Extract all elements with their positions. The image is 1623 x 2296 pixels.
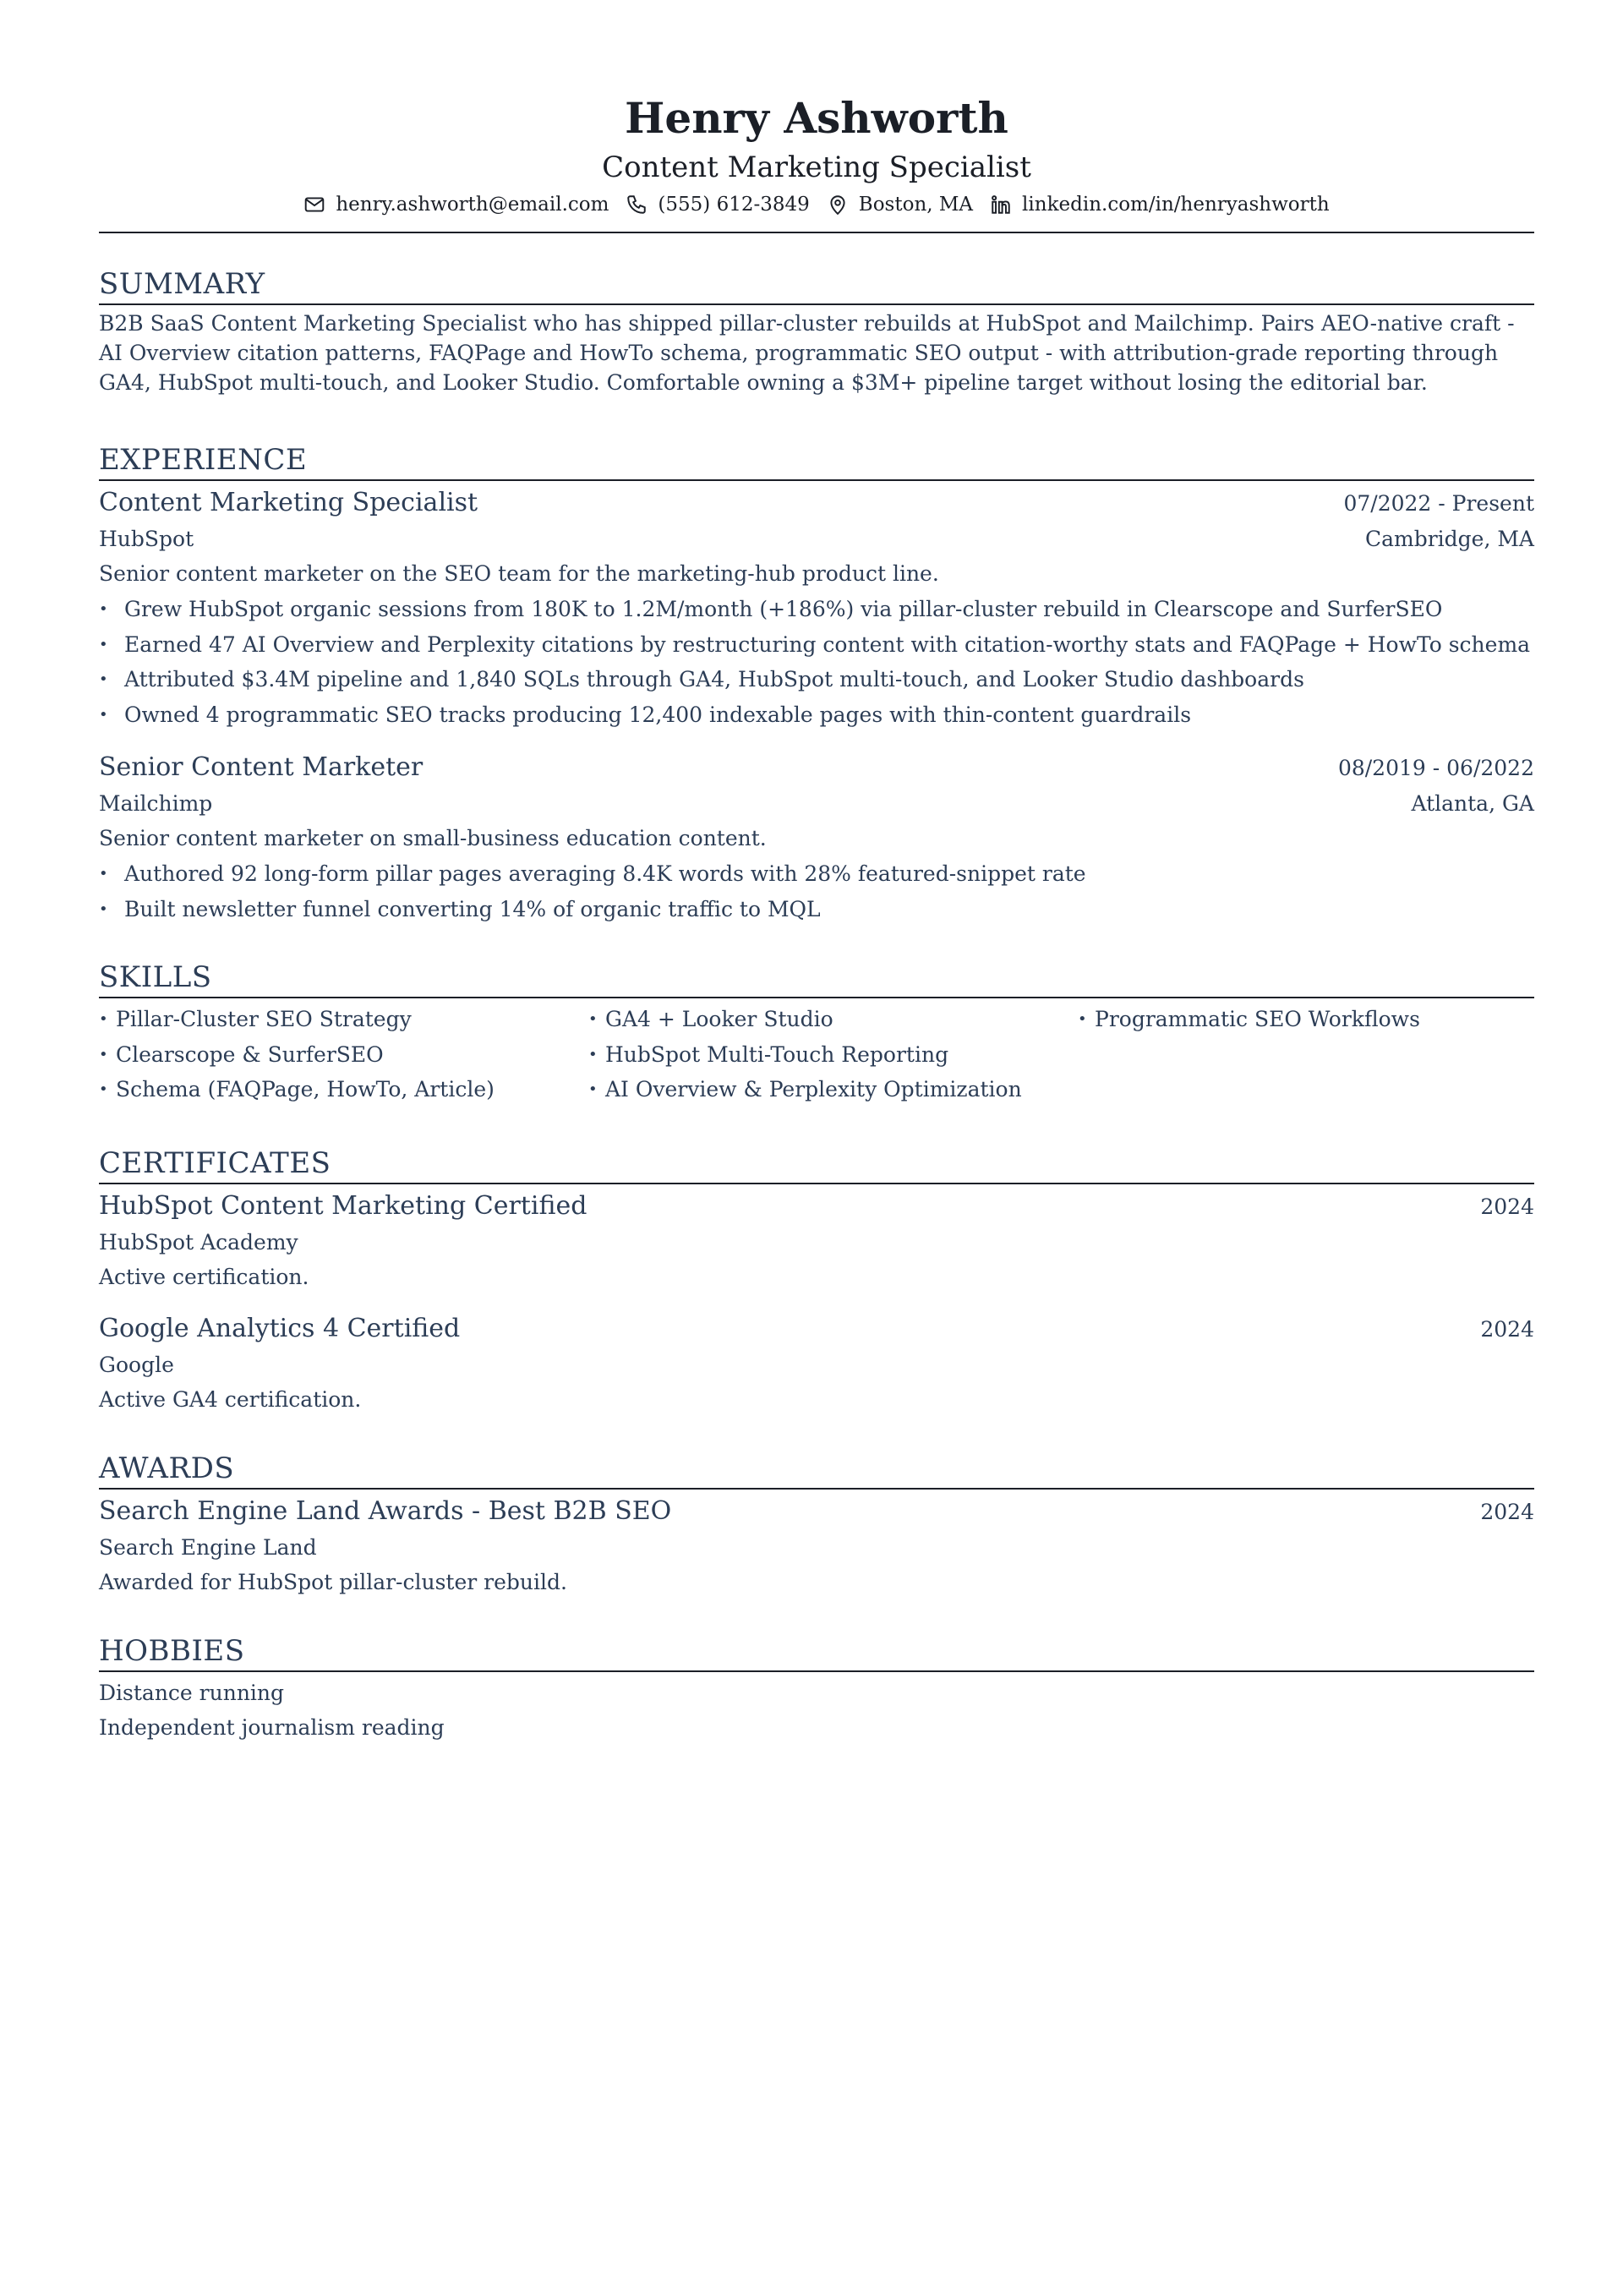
candidate-name: Henry Ashworth: [625, 93, 1008, 143]
award-issuer: Search Engine Land: [99, 1534, 317, 1560]
header-divider: [99, 232, 1534, 233]
certificate-description: Active GA4 certification.: [99, 1386, 362, 1412]
job-bullet: • Earned 47 AI Overview and Perplexity citations by restructuring content with citation-worthy stats and FAQPage + HowTo schema: [99, 627, 1534, 663]
skill-item: • GA4 + Looker Studio: [588, 1002, 1078, 1037]
experience-section: [99, 441, 1534, 927]
experience-heading: EXPERIENCE: [99, 441, 1534, 481]
certificate-title: Google Analytics 4 Certified: [99, 1313, 461, 1343]
skills-section: [99, 959, 1534, 1107]
skill-item: • AI Overview & Perplexity Optimization: [588, 1072, 1078, 1107]
contact-linkedin[interactable]: [990, 191, 1330, 218]
job-bullets: [99, 592, 1534, 732]
skills-heading: SKILLS: [99, 959, 1534, 998]
linkedin-icon: [990, 194, 1012, 216]
contact-location: [827, 191, 973, 218]
resume-page: [99, 91, 1534, 1746]
awards-heading: AWARDS: [99, 1450, 1534, 1490]
hobbies-heading: HOBBIES: [99, 1632, 1534, 1672]
job-title: Content Marketing Specialist: [99, 488, 478, 517]
summary-text: B2B SaaS Content Marketing Specialist who has shipped pillar-cluster rebuilds at HubSpot and Mailchimp. Pairs AEO-native craft - AI Overview citation patterns, FAQPage and HowTo schema, programmatic SEO output - with attribution-grade reporting through GA4, HubSpot multi-touch, and Looker Studio. Comfortable owning a $3M+ pipeline target without losing the editorial bar.: [99, 311, 1515, 395]
job-dates: 07/2022 - Present: [1343, 491, 1534, 516]
award-entry: [99, 1493, 1534, 1600]
certificates-section: [99, 1145, 1534, 1418]
experience-entry: [99, 484, 1534, 732]
location-text: Boston, MA: [858, 194, 974, 216]
certificate-title: HubSpot Content Marketing Certified: [99, 1190, 587, 1221]
skill-item: • Programmatic SEO Workflows: [1078, 1002, 1534, 1037]
job-bullet: • Authored 92 long-form pillar pages averaging 8.4K words with 28% featured-snippet rate: [99, 856, 1534, 892]
contact-phone[interactable]: [626, 191, 809, 218]
certificate-year: 2024: [1480, 1316, 1534, 1342]
summary-heading: SUMMARY: [99, 265, 1534, 305]
certificate-issuer: HubSpot Academy: [99, 1229, 298, 1255]
resume-header: [99, 91, 1534, 233]
skills-grid: [99, 1002, 1534, 1107]
job-title: Senior Content Marketer: [99, 752, 424, 782]
job-bullet: • Grew HubSpot organic sessions from 180K to 1.2M/month (+186%) via pillar-cluster rebuild in Clearscope and SurferSEO: [99, 592, 1534, 627]
job-description: Senior content marketer on the SEO team for the marketing-hub product line.: [99, 561, 939, 586]
hobby-item: Distance running: [99, 1680, 285, 1705]
job-bullet: • Built newsletter funnel converting 14% of organic traffic to MQL: [99, 892, 1534, 927]
job-company: HubSpot: [99, 527, 194, 551]
certificates-heading: CERTIFICATES: [99, 1145, 1534, 1184]
skill-empty-cell: [1078, 1037, 1534, 1073]
skill-empty-cell: [1078, 1072, 1534, 1107]
location-pin-icon: [827, 194, 849, 216]
job-location: Atlanta, GA: [1411, 791, 1534, 816]
award-title: Search Engine Land Awards - Best B2B SEO: [99, 1495, 672, 1526]
award-description: Awarded for HubSpot pillar-cluster rebuild.: [99, 1569, 567, 1594]
certificate-year: 2024: [1480, 1194, 1534, 1219]
job-bullet: • Attributed $3.4M pipeline and 1,840 SQLs through GA4, HubSpot multi-touch, and Looker Studio dashboards: [99, 662, 1534, 697]
skill-item: • Clearscope & SurferSEO: [99, 1037, 588, 1073]
email-text: henry.ashworth@email.com: [336, 194, 609, 216]
contact-line: [99, 191, 1534, 218]
job-description: Senior content marketer on small-business education content.: [99, 826, 767, 850]
job-bullet: • Owned 4 programmatic SEO tracks producing 12,400 indexable pages with thin-content guardrails: [99, 697, 1534, 733]
certificate-issuer: Google: [99, 1352, 174, 1377]
contact-email[interactable]: [303, 191, 609, 218]
skill-item: • Pillar-Cluster SEO Strategy: [99, 1002, 588, 1037]
job-bullets: [99, 856, 1534, 927]
job-location: Cambridge, MA: [1364, 527, 1534, 551]
awards-section: [99, 1450, 1534, 1600]
experience-entry: [99, 749, 1534, 927]
job-dates: 08/2019 - 06/2022: [1337, 756, 1534, 780]
skill-item: • HubSpot Multi-Touch Reporting: [588, 1037, 1078, 1073]
certificate-entry: [99, 1310, 1534, 1418]
linkedin-text: linkedin.com/in/henryashworth: [1022, 194, 1330, 216]
hobbies-section: [99, 1632, 1534, 1746]
summary-section: [99, 265, 1534, 397]
job-company: Mailchimp: [99, 791, 213, 816]
hobby-item: Independent journalism reading: [99, 1715, 445, 1740]
award-year: 2024: [1480, 1499, 1534, 1524]
phone-icon: [626, 194, 648, 216]
mail-icon: [303, 194, 325, 216]
certificate-entry: [99, 1188, 1534, 1295]
candidate-title: Content Marketing Specialist: [602, 150, 1031, 184]
skill-item: • Schema (FAQPage, HowTo, Article): [99, 1072, 588, 1107]
certificate-description: Active certification.: [99, 1264, 309, 1289]
phone-text: (555) 612-3849: [658, 194, 810, 216]
